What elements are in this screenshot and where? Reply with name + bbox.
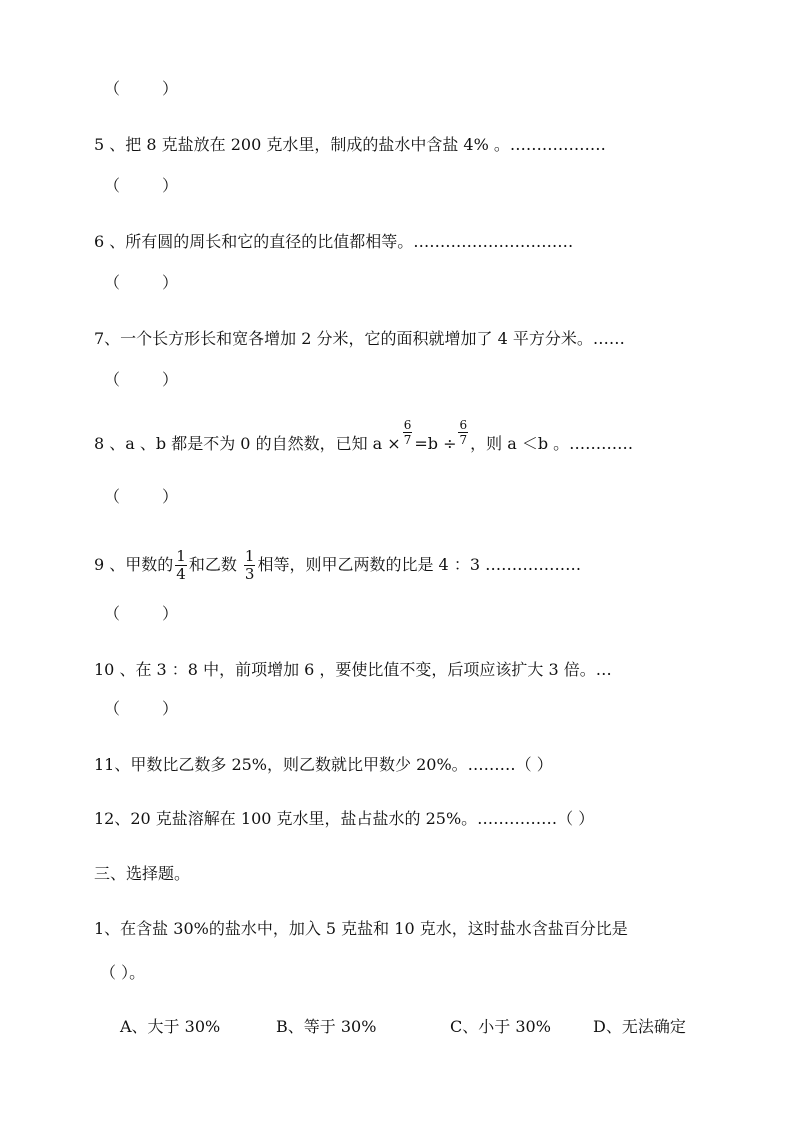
fraction-1-3: $\frac{1}{3}$ bbox=[244, 547, 255, 583]
paren-right: ） bbox=[162, 370, 179, 389]
paren-left: （ bbox=[104, 699, 121, 718]
paren-left: （ bbox=[104, 176, 121, 195]
fraction-6-7-b: $\frac{6}{7}$ bbox=[459, 418, 468, 447]
question-12: 12、20 克盐溶解在 100 克水里，盐占盐水的 25%。……………（ ） bbox=[94, 809, 595, 828]
question-8-part-c: ，则 a ＜b 。………… bbox=[470, 434, 634, 453]
option-a[interactable]: A、大于 30% bbox=[120, 1017, 221, 1036]
paren-left: （ bbox=[104, 370, 121, 389]
mc-answer-blank-1[interactable]: （ ）。 bbox=[100, 963, 146, 982]
paren-right: ） bbox=[162, 176, 179, 195]
question-10: 10 、在 3 ：8 中，前项增加 6 ，要使比值不变，后项应该扩大 3 倍。… bbox=[94, 660, 612, 679]
option-c[interactable]: C、小于 30% bbox=[450, 1017, 551, 1036]
section-heading-multiple-choice: 三、选择题。 bbox=[94, 864, 191, 883]
option-d[interactable]: D、无法确定 bbox=[593, 1017, 686, 1036]
paren-left: （ bbox=[104, 273, 121, 292]
paren-right: ） bbox=[162, 604, 179, 623]
fraction-1-4: $\frac{1}{4}$ bbox=[176, 547, 186, 583]
question-9 bbox=[94, 548, 581, 583]
paren-left: （ bbox=[104, 79, 121, 98]
question-8-part-b: =b ÷ bbox=[414, 434, 457, 453]
paren-right: ） bbox=[162, 273, 179, 292]
mc-question-1: 1、在含盐 30%的盐水中，加入 5 克盐和 10 克水，这时盐水含盐百分比是 bbox=[94, 919, 628, 938]
option-b[interactable]: B、等于 30% bbox=[276, 1017, 377, 1036]
question-5: 5 、把 8 克盐放在 200 克水里，制成的盐水中含盐 4% 。……………… bbox=[94, 135, 606, 154]
question-7: 7、一个长方形长和宽各增加 2 分米，它的面积就增加了 4 平方分米。…… bbox=[94, 329, 625, 348]
paren-left: （ bbox=[104, 487, 121, 506]
paren-right: ） bbox=[162, 487, 179, 506]
fraction-6-7-a: $\frac{6}{7}$ bbox=[403, 418, 412, 447]
paren-right: ） bbox=[162, 699, 179, 718]
question-8-part-a: 8 、a 、b 都是不为 0 的自然数，已知 a × bbox=[94, 434, 401, 453]
question-9-part-c: 相等，则甲乙两数的比是 4 ：3 ……………… bbox=[257, 555, 582, 574]
paren-right: ） bbox=[162, 79, 179, 98]
question-11: 11、甲数比乙数多 25%，则乙数就比甲数少 20%。………（ ） bbox=[94, 755, 553, 774]
paren-left: （ bbox=[104, 604, 121, 623]
question-9-part-a: 9 、甲数的 bbox=[94, 555, 174, 574]
question-8 bbox=[94, 418, 634, 459]
question-9-part-b: 和乙数 bbox=[188, 555, 242, 574]
question-6: 6 、所有圆的周长和它的直径的比值都相等。………………………… bbox=[94, 232, 574, 251]
